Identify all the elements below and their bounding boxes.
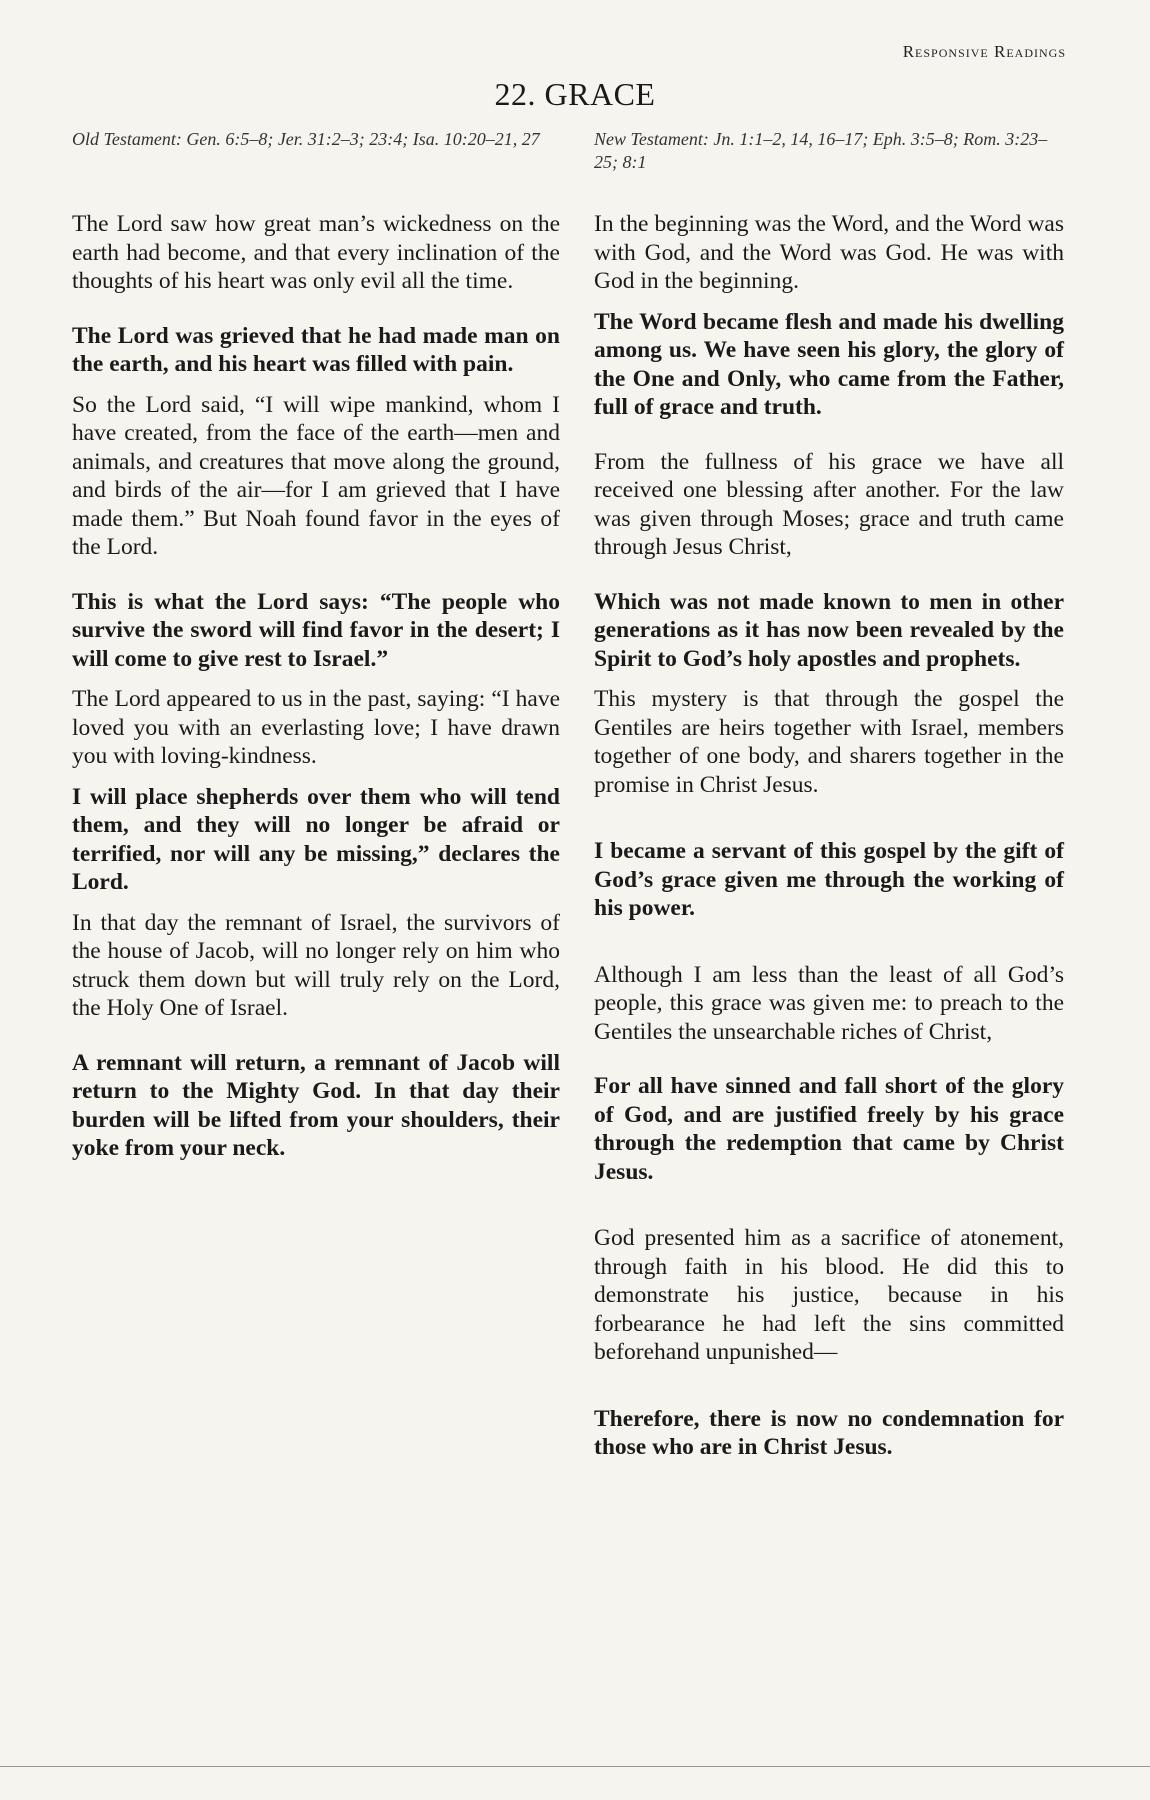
reading-leader: The Lord appeared to us in the past, saying: “I have loved you with an everlasting love; I have drawn you with loving-kindness.: [72, 686, 560, 769]
new-testament-column: [594, 128, 1064, 1462]
reading-leader: From the fullness of his grace we have all received one blessing after another. For the law was given through Moses; grace and truth came through Jesus Christ,: [594, 448, 1064, 560]
reading-response: I will place shepherds over them who will tend them, and they will no longer be afraid or terrified, nor will any be missing,” declares the Lord.: [72, 783, 560, 895]
reading-response: I became a servant of this gospel by the gift of God’s grace given me through the working of his power.: [594, 838, 1064, 921]
old-testament-column: [72, 128, 560, 1163]
reading-leader: The Lord saw how great man’s wickedness on the earth had become, and that every inclination of the thoughts of his heart was only evil all the time.: [72, 211, 560, 294]
new-testament-references: New Testament: Jn. 1:1–2, 14, 16–17; Eph. 3:5–8; Rom. 3:23–25; 8:1: [594, 129, 1048, 172]
reading-response: The Lord was grieved that he had made man on the earth, and his heart was filled with pain.: [72, 322, 560, 377]
reading-leader: In that day the remnant of Israel, the survivors of the house of Jacob, will no longer rely on him who struck them down but will truly rely on the Lord, the Holy One of Israel.: [72, 909, 560, 1021]
old-testament-references: Old Testament: Gen. 6:5–8; Jer. 31:2–3; 23:4; Isa. 10:20–21, 27: [72, 129, 540, 149]
running-head: Responsive Readings: [902, 42, 1066, 61]
reading-leader: So the Lord said, “I will wipe mankind, whom I have created, from the face of the earth—men and animals, and creatures that move along the ground, and birds of the air—for I am grieved that I have made them.” But Noah found favor in the eyes of the Lord.: [72, 391, 560, 560]
reading-leader: Although I am less than the least of all God’s people, this grace was given me: to preach to the Gentiles the unsearchable riches of Christ,: [594, 961, 1064, 1045]
reading-response: This is what the Lord says: “The people who survive the sword will find favor in the desert; I will come to give rest to Israel.”: [72, 588, 560, 672]
reading-leader: God presented him as a sacrifice of atonement, through faith in his blood. He did this to demonstrate his justice, because in his forbearance he had left the sins committed beforehand unpunished—: [594, 1225, 1064, 1365]
reading-response: A remnant will return, a remnant of Jacob will return to the Mighty God. In that day their burden will be lifted from your shoulders, their yoke from your neck.: [72, 1049, 560, 1161]
reading-response: The Word became flesh and made his dwelling among us. We have seen his glory, the glory of the One and Only, who came from the Father, full of grace and truth.: [594, 308, 1064, 420]
reading-response: Which was not made known to men in other generations as it has now been revealed by the Spirit to God’s holy apostles and prophets.: [594, 588, 1064, 672]
bottom-rule: [0, 1766, 1150, 1767]
reading-leader: This mystery is that through the gospel the Gentiles are heirs together with Israel, members together of one body, and sharers together in the promise in Christ Jesus.: [594, 686, 1064, 798]
reading-leader: In the beginning was the Word, and the Word was with God, and the Word was God. He was with God in the beginning.: [594, 211, 1064, 294]
reading-response: Therefore, there is now no condemnation for those who are in Christ Jesus.: [594, 1405, 1064, 1460]
page-title: 22. GRACE: [494, 76, 656, 112]
reading-response: For all have sinned and fall short of the glory of God, and are justified freely by his grace through the redemption that came by Christ Jesus.: [594, 1073, 1064, 1185]
